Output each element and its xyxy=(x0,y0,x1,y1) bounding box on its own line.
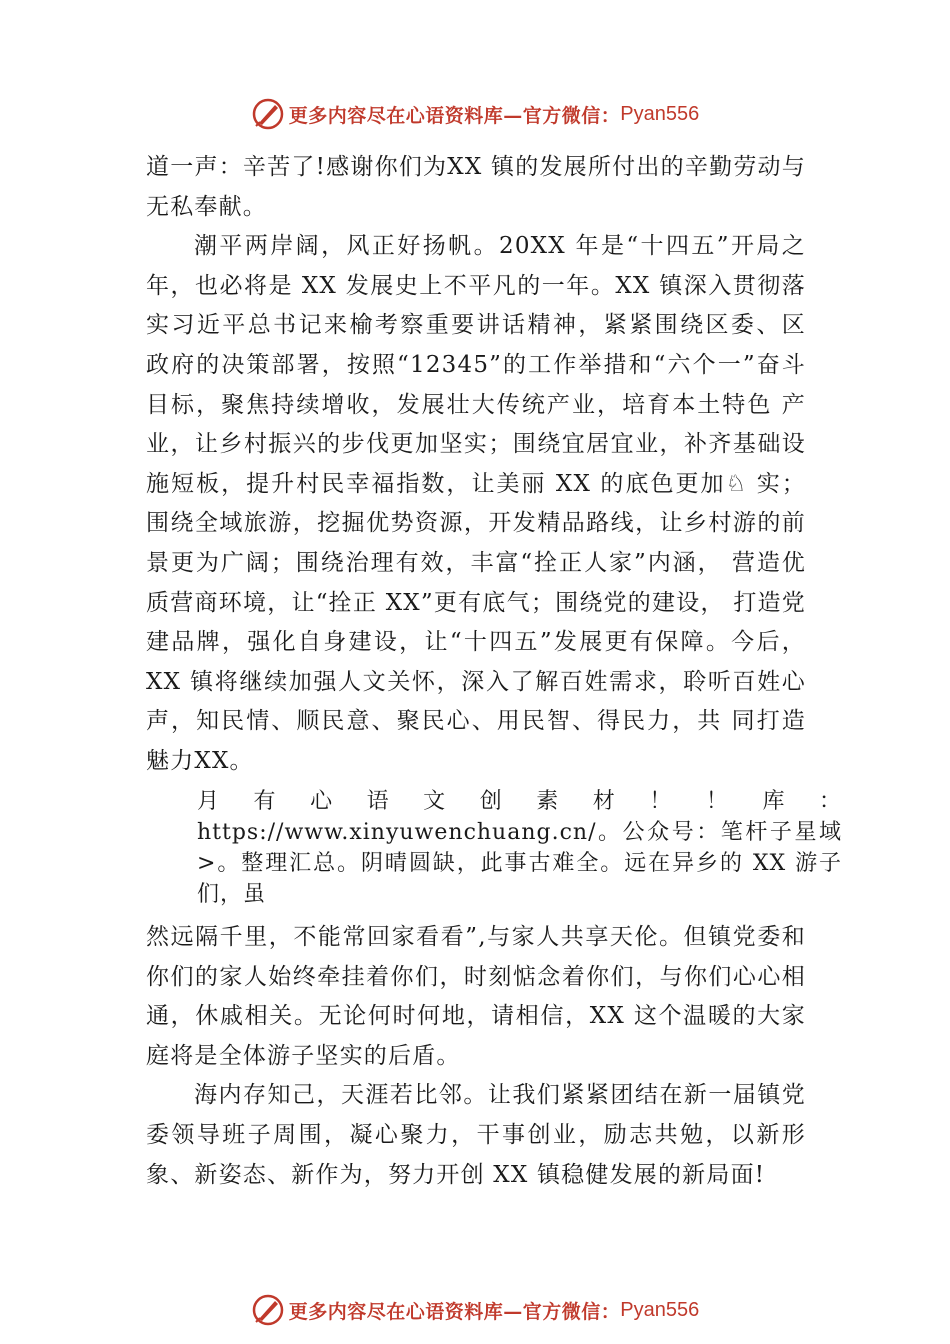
paragraph-2: 潮平两岸阔，风正好扬帆。20XX 年是“十四五”开局之年，也必将是 XX 发展史上不平凡的一年。XX 镇深入贯彻落实习近平总书记来榆考察重要讲话精神，紧紧围绕区委、区 政府的决策部署，按照“12345”的工作举措和“六个一”奋斗目标，聚焦持续增收，发展壮大传统产业，培育本土特色 产业，让乡村振兴的步伐更加坚实；围绕宜居宜业，补齐基础设施短板，提升村民幸福指数，让美丽 XX 的底色更加♘ 实；围绕全域旅游，挖掘优势资源，开发精品路线，让乡村游的前景更为广阔；围绕治理有效，丰富“拴正人家”内涵， 营造优质营商环境，让“拴正 XX”更有底气；围绕党的建设， 打造党建品牌，强化自身建设，让“十四五”发展更有保障。今后，XX 镇将继续加强人文关怀，深入了解百姓需求，聆听百姓心声，知民情、顺民意、聚民心、用民智、得民力，共 同打造魅力XX。 xyxy=(146,233,806,774)
quill-logo-icon xyxy=(251,97,285,131)
banner-text: 更多内容尽在心语资料库—官方微信： xyxy=(288,1300,621,1323)
paragraph-1: 道一声：辛苦了!感谢你们为XX 镇的发展所付出的辛勤劳动与无私奉献。 xyxy=(146,154,806,220)
quill-logo-icon xyxy=(251,1293,285,1327)
paragraph-4: 海内存知己，天涯若比邻。让我们紧紧团结在新一届镇党委领导班子周围，凝心聚力，干事创业，励志共勉，以新形象、新姿态、新作为，努力开创 XX 镇稳健发展的新局面! xyxy=(146,1082,806,1188)
banner-text: 更多内容尽在心语资料库—官方微信： xyxy=(288,104,621,127)
banner-wechat-id: Pyan556 xyxy=(620,102,700,125)
inserted-quote-block: 月 有 心 语 文 创 素 材 ！ ！ 库 ： https://www.xinyuwenchuang.cn/。公众号：笔杆子星域>。整理汇总。阴晴圆缺，此事古难全。远在异乡的 XX 游子们，虽 xyxy=(197,789,842,907)
header-banner xyxy=(0,94,950,134)
footer-banner xyxy=(0,1290,950,1330)
document-body-continued xyxy=(146,918,806,1195)
paragraph-3: 然远隔千里，不能常回家看看”,与家人共享天伦。但镇党委和你们的家人始终牵挂着你们，时刻惦念着你们，与你们心心相通，休戚相关。无论何时何地，请相信，XX 这个温暖的大家庭将是全体游子坚实的后盾。 xyxy=(146,924,806,1069)
document-body xyxy=(146,148,806,782)
banner-wechat-id: Pyan556 xyxy=(620,1298,700,1321)
